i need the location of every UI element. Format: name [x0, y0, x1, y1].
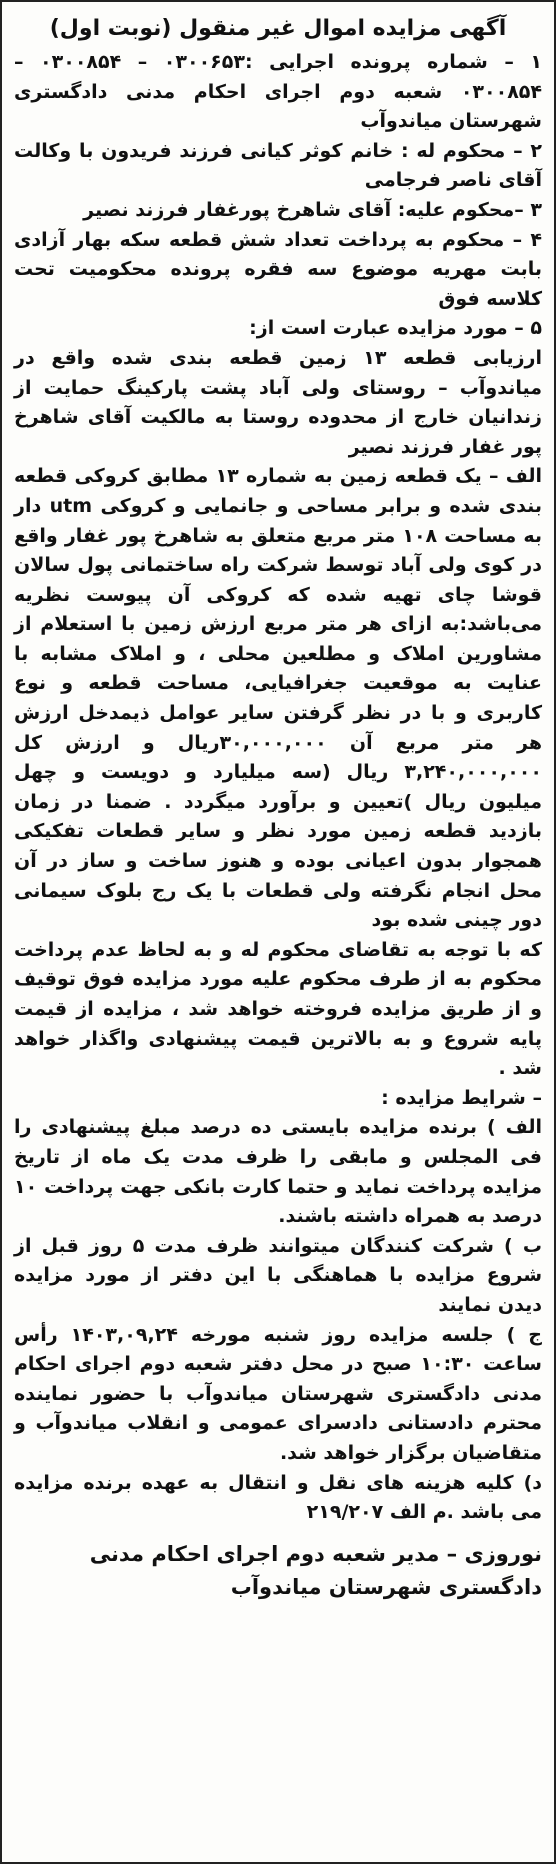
case-number-paragraph: ۱ – شماره پرونده اجرایی :۰۳۰۰۶۵۳ – ۰۳۰۰۸۵۴ – ۰۳۰۰۸۵۴ شعبه دوم اجرای احکام مدنی دادگستری شهرستان میاندوآب	[14, 51, 542, 133]
seizure-paragraph: که با توجه به تقاضای محکوم له و به لحاظ عدم پرداخت محکوم به از طرف محکوم علیه مورد مزایده فوق توقیف و از طریق مزایده فروخته خواهد شد ، مزایده از قیمت پایه شروع و به بالاترین قیمت پیشنهادی واگذار خواهد شد .	[14, 938, 542, 1080]
property-description-paragraph: الف – یک قطعه زمین به شماره ۱۳ مطابق کروکی قطعه بندی شده و برابر مساحی و جانمایی و کروکی utm دار به مساحت ۱۰۸ متر مربع متعلق به شاهرخ پور غفار واقع در کوی ولی آباد توسط شرکت راه ساختمانی پول سالان قوشا چای تهیه شده که کروکی آن پیوست نظریه می‌باشد:به ازای هر متر مربع ارزش زمین با استعلام از مشاورین املاک و مطلعین محلی ، و املاک مشابه با عنایت به موقعیت جغرافیایی، مساحت قطعه و نوع کاربری و با در نظر گرفتن سایر عوامل ذیمدخل ارزش هر متر مربع آن ۳۰,۰۰۰,۰۰۰ریال و ارزش کل ۳,۲۴۰,۰۰۰,۰۰۰ ریال (سه میلیارد و دویست و چهل میلیون ریال )تعیین و برآورد میگردد . ضمنا در زمان بازدید قطعه زمین مورد نظر و سایر قطعات تفکیکی همجوار بدون اعیانی بوده و هنوز ساخت و ساز در آن محل انجام نگرفته ولی قطعات با یک رج بلوک سیمانی دور چینی شده بود	[14, 465, 543, 932]
condition-a: الف ) برنده مزایده بایستی ده درصد مبلغ پیشنهادی را فی المجلس و مابقی را ظرف مدت یک ماه از تاریخ مزایده پرداخت نماید و حتما کارت بانکی جهت پرداخت ۱۰ درصد به همراه داشته باشند.	[14, 1116, 542, 1228]
condition-c: ج ) جلسه مزایده روز شنبه مورخه ۱۴۰۳,۰۹,۲۴ رأس ساعت ۱۰:۳۰ صبح در محل دفتر شعبه دوم اجرای احکام مدنی دادگستری شهرستان میاندوآب با حضور نماینده محترم دادستانی دادسرای عمومی و انقلاب میاندوآب و متقاضیان برگزار خواهد شد.	[14, 1323, 542, 1464]
auction-subject-heading: ۵ – مورد مزایده عبارت است از:	[249, 317, 542, 340]
notice-title: آگهی مزایده اموال غیر منقول (نوبت اول)	[49, 16, 507, 41]
signature: نوروزی – مدیر شعبه دوم اجرای احکام مدنی دادگستری شهرستان میاندوآب	[89, 1541, 542, 1599]
plaintiff-paragraph: ۲ – محکوم له : خانم کوثر کیانی فرزند فریدون با وکالت آقای ناصر فرجامی	[14, 139, 542, 192]
property-appraisal-paragraph: ارزیابی قطعه ۱۳ زمین قطعه بندی شده واقع در میاندوآب – روستای ولی آباد پشت پارکینگ حمایت از زندانیان خارج از محدوده روستا به مالکیت آقای شاهرخ پور غفار فرزند نصیر	[14, 346, 542, 458]
condition-d: د) کلیه هزینه های نقل و انتقال به عهده برنده مزایده می باشد .م الف ۲۱۹/۲۰۷	[14, 1471, 542, 1524]
conditions-heading: – شرایط مزایده :	[381, 1086, 542, 1109]
judgment-paragraph: ۴ – محکوم به پرداخت تعداد شش قطعه سکه بهار آزادی بابت مهریه موضوع سه فقره پرونده محکومیت تحت کلاسه فوق	[14, 228, 542, 310]
defendant-paragraph: ۳ –محکوم علیه: آقای شاهرخ پورغفار فرزند نصیر	[83, 198, 542, 221]
condition-b: ب ) شرکت کنندگان میتوانند ظرف مدت ۵ روز قبل از شروع مزایده با هماهنگی با این دفتر از مورد مزایده دیدن نمایند	[14, 1234, 542, 1316]
